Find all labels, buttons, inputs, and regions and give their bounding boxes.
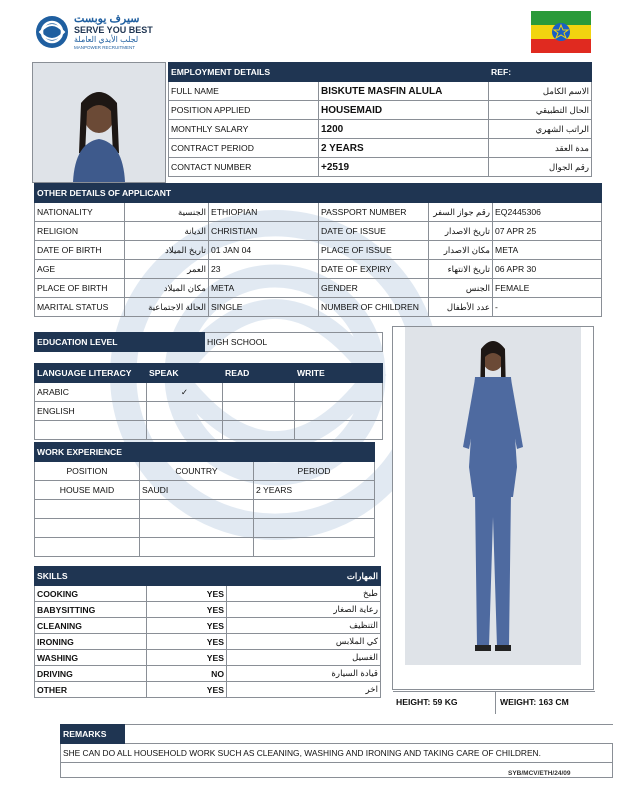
other-label-2-ar: تاريخ الانتهاء [429, 260, 493, 279]
brand-name-en: SERVE YOU BEST [74, 25, 153, 35]
employment-row [169, 101, 592, 120]
skill-row [35, 602, 381, 618]
work-position [35, 538, 140, 557]
skill-row [35, 682, 381, 698]
skills-title-ar: المهارات [227, 567, 381, 586]
employment-row [169, 139, 592, 158]
other-label: AGE [35, 260, 125, 279]
employment-row [169, 158, 592, 177]
speak-cell [147, 402, 223, 421]
skill-name-ar: الغسيل [227, 650, 381, 666]
skill-name-ar: التنظيف [227, 618, 381, 634]
other-row [35, 279, 602, 298]
work-country [140, 519, 254, 538]
applicant-portrait [32, 62, 166, 183]
read-cell [223, 402, 295, 421]
ethiopia-flag-icon [531, 11, 591, 53]
row-value: +2519 [319, 158, 489, 177]
other-label-2: PASSPORT NUMBER [319, 203, 429, 222]
other-value: CHRISTIAN [209, 222, 319, 241]
skill-row [35, 618, 381, 634]
work-experience-table [34, 442, 375, 557]
other-row [35, 260, 602, 279]
other-label-2-ar: مكان الاصدار [429, 241, 493, 260]
country-header: COUNTRY [140, 462, 254, 481]
other-value: 01 JAN 04 [209, 241, 319, 260]
skill-value: YES [147, 650, 227, 666]
row-label: FULL NAME [169, 82, 319, 101]
other-value: META [209, 279, 319, 298]
work-row [35, 481, 375, 500]
row-label-ar: رقم الجوال [489, 158, 592, 177]
language-row [35, 402, 383, 421]
skill-value: NO [147, 666, 227, 682]
read-header: READ [223, 364, 295, 383]
skill-name: COOKING [35, 586, 147, 602]
footer-code: SYB/MCV/ETH/24/09 [508, 770, 571, 777]
work-period [254, 519, 375, 538]
skill-value: YES [147, 602, 227, 618]
other-row [35, 241, 602, 260]
other-details-table [34, 183, 602, 317]
row-value: BISKUTE MASFIN ALULA [319, 82, 489, 101]
row-value: HOUSEMAID [319, 101, 489, 120]
other-label-2-ar: تاريخ الاصدار [429, 222, 493, 241]
skill-name-ar: رعاية الصغار [227, 602, 381, 618]
row-value: 1200 [319, 120, 489, 139]
write-header: WRITE [295, 364, 383, 383]
other-label: RELIGION [35, 222, 125, 241]
other-label-ar: مكان الميلاد [125, 279, 209, 298]
work-title: WORK EXPERIENCE [35, 443, 375, 462]
skill-name: DRIVING [35, 666, 147, 682]
position-header: POSITION [35, 462, 140, 481]
full-body-photo-image [393, 327, 593, 689]
skill-name: IRONING [35, 634, 147, 650]
other-label: MARITAL STATUS [35, 298, 125, 317]
other-details-header-blank [319, 184, 602, 203]
skill-name-ar: كي الملابس [227, 634, 381, 650]
language-row [35, 383, 383, 402]
skill-row [35, 666, 381, 682]
skill-value: YES [147, 586, 227, 602]
row-label-ar: الحال التطبيقي [489, 101, 592, 120]
other-value-2: 07 APR 25 [493, 222, 602, 241]
remarks-title: REMARKS [61, 725, 126, 744]
other-label-2-ar: رقم جواز السفر [429, 203, 493, 222]
other-label-ar: الجنسية [125, 203, 209, 222]
skill-row [35, 650, 381, 666]
other-value-2: 06 APR 30 [493, 260, 602, 279]
write-cell [295, 383, 383, 402]
language-table [34, 363, 383, 440]
other-value: SINGLE [209, 298, 319, 317]
work-country: SAUDI [140, 481, 254, 500]
employment-row [169, 82, 592, 101]
work-period [254, 538, 375, 557]
row-label-ar: الاسم الكامل [489, 82, 592, 101]
skill-row [35, 634, 381, 650]
brand-logo [34, 12, 154, 54]
other-label-2: GENDER [319, 279, 429, 298]
other-label-ar: تاريخ الميلاد [125, 241, 209, 260]
row-label-ar: مدة العقد [489, 139, 592, 158]
work-position: HOUSE MAID [35, 481, 140, 500]
language-name: ENGLISH [35, 402, 147, 421]
speak-header: SPEAK [147, 364, 223, 383]
brand-tagline-ar: لجلب الأيدي العاملة [74, 35, 139, 44]
full-body-photo [392, 326, 594, 707]
read-cell [223, 383, 295, 402]
work-period [254, 500, 375, 519]
employment-row [169, 120, 592, 139]
other-label-2: NUMBER OF CHILDREN [319, 298, 429, 317]
logo-emblem-icon [34, 14, 70, 50]
education-label: EDUCATION LEVEL [35, 333, 205, 352]
education-value: HIGH SCHOOL [205, 333, 383, 352]
other-value: ETHIOPIAN [209, 203, 319, 222]
skill-name: BABYSITTING [35, 602, 147, 618]
other-value-2: EQ2445306 [493, 203, 602, 222]
work-position [35, 500, 140, 519]
employment-details-table [168, 62, 592, 177]
write-cell [295, 421, 383, 440]
skill-name: OTHER [35, 682, 147, 698]
other-label-2: DATE OF EXPIRY [319, 260, 429, 279]
weight-value: WEIGHT: 163 CM [500, 697, 569, 707]
work-country [140, 500, 254, 519]
other-label: DATE OF BIRTH [35, 241, 125, 260]
work-row [35, 500, 375, 519]
brand-tagline-en: MANPOWER RECRUITMENT [74, 45, 135, 50]
other-row [35, 203, 602, 222]
other-value-2: META [493, 241, 602, 260]
language-name: ARABIC [35, 383, 147, 402]
other-label: NATIONALITY [35, 203, 125, 222]
work-position [35, 519, 140, 538]
education-table [34, 332, 383, 352]
other-value: 23 [209, 260, 319, 279]
period-header: PERIOD [254, 462, 375, 481]
other-value-2: FEMALE [493, 279, 602, 298]
skill-value: YES [147, 634, 227, 650]
language-name [35, 421, 147, 440]
other-label-ar: العمر [125, 260, 209, 279]
work-period: 2 YEARS [254, 481, 375, 500]
write-cell [295, 402, 383, 421]
row-label-ar: الراتب الشهري [489, 120, 592, 139]
other-label: PLACE OF BIRTH [35, 279, 125, 298]
read-cell [223, 421, 295, 440]
remarks-header-spacer [125, 725, 613, 744]
row-value: 2 YEARS [319, 139, 489, 158]
brand-name-ar: سيرف يوبست [74, 13, 140, 25]
speak-cell [147, 421, 223, 440]
remarks-text: SHE CAN DO ALL HOUSEHOLD WORK SUCH AS CLEANING, WASHING AND IRONING AND TAKING CARE OF CHILDREN. [61, 744, 613, 763]
skill-value: YES [147, 682, 227, 698]
skill-row [35, 586, 381, 602]
other-label-2-ar: عدد الأطفال [429, 298, 493, 317]
other-label-2-ar: الجنس [429, 279, 493, 298]
work-row [35, 538, 375, 557]
row-label: CONTRACT PERIOD [169, 139, 319, 158]
skill-name-ar: قيادة السيارة [227, 666, 381, 682]
skill-name: WASHING [35, 650, 147, 666]
skills-table [34, 566, 381, 698]
skill-name-ar: اخر [227, 682, 381, 698]
other-row [35, 222, 602, 241]
row-label: CONTACT NUMBER [169, 158, 319, 177]
language-header: LANGUAGE LITERACY [35, 364, 147, 383]
other-label-2: PLACE OF ISSUE [319, 241, 429, 260]
row-label: POSITION APPLIED [169, 101, 319, 120]
other-details-title: OTHER DETAILS OF APPLICANT [35, 184, 319, 203]
speak-check-icon: ✓ [147, 383, 223, 402]
skill-name: CLEANING [35, 618, 147, 634]
work-row [35, 519, 375, 538]
height-value: HEIGHT: 59 KG [393, 692, 496, 714]
skill-value: YES [147, 618, 227, 634]
body-stats-row [393, 691, 595, 714]
row-label: MONTHLY SALARY [169, 120, 319, 139]
ref-label: REF: [489, 63, 592, 82]
other-row [35, 298, 602, 317]
skills-title: SKILLS [35, 567, 227, 586]
other-value-2: - [493, 298, 602, 317]
employment-title: EMPLOYMENT DETAILS [169, 63, 489, 82]
skill-name-ar: طبخ [227, 586, 381, 602]
other-label-2: DATE OF ISSUE [319, 222, 429, 241]
work-country [140, 538, 254, 557]
other-label-ar: الديانة [125, 222, 209, 241]
language-row [35, 421, 383, 440]
other-label-ar: الحالة الاجتماعية [125, 298, 209, 317]
